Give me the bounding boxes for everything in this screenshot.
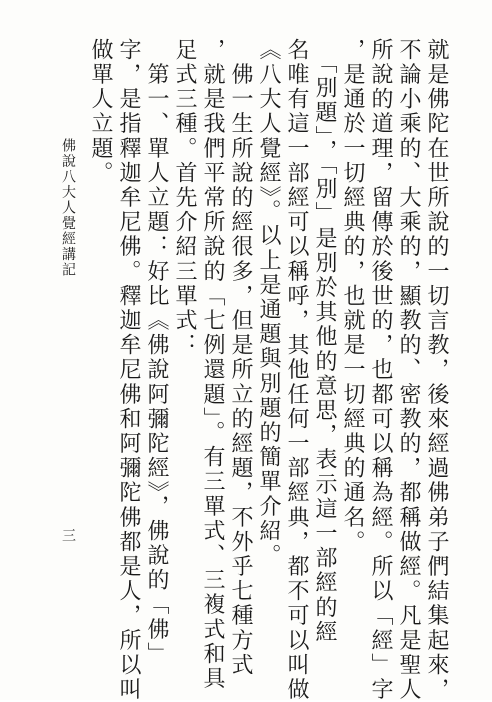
text-column: 第一、單人立題：好比《佛說阿彌陀經》，佛說的「佛」 bbox=[144, 38, 169, 667]
text-column: 足式三種。首先介紹三單式： bbox=[172, 38, 197, 358]
text-column: 「別題」，「別」是別於其他的意思，表示這一部經的經 bbox=[312, 38, 337, 645]
text-column: 佛一生所說的經很多，但是所立的經題，不外乎七種方式 bbox=[228, 38, 253, 678]
text-column: ，是通於一切經典的，也就是一切經典的通名。 bbox=[340, 38, 365, 555]
text-column: 所說的道理，留傳於後世的，也都可以稱為經。所以「經」字 bbox=[368, 38, 393, 702]
body-text bbox=[88, 38, 450, 702]
running-title: 佛說八大人覺經講記 bbox=[60, 138, 76, 278]
text-column: 不論小乘的、大乘的，顯教的、密教的，都稱做經。凡是聖人 bbox=[396, 38, 421, 702]
page-number: 三 bbox=[60, 528, 76, 542]
text-column: 名唯有這一部經可以稱呼，其他任何一部經典，都不可以叫做 bbox=[284, 38, 309, 702]
text-column: 字，是指釋迦牟尼佛。釋迦牟尼佛和阿彌陀佛都是人，所以叫 bbox=[116, 38, 141, 702]
text-column: 就是佛陀在世所說的一切言教，後來經過佛弟子們結集起來， bbox=[424, 38, 449, 702]
text-column: ，就是我們平常所說的「七例還題」。有三單式、三複式和具 bbox=[200, 38, 225, 692]
text-column: 《八大人覺經》。以上是通題與別題的簡單介紹。 bbox=[256, 38, 281, 569]
text-column: 做單人立題。 bbox=[88, 38, 113, 186]
